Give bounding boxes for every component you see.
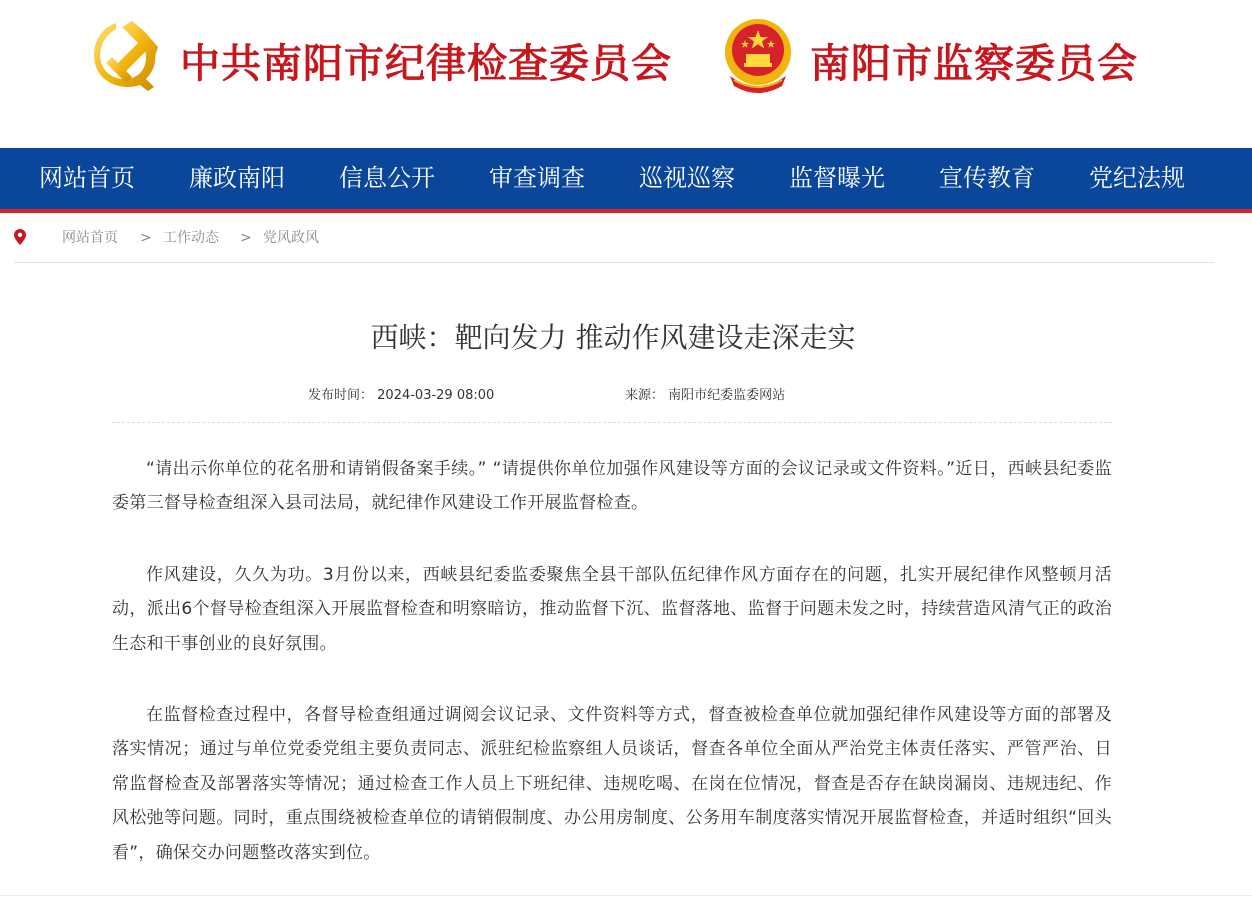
nav-item-info-disclosure[interactable]: 信息公开 [339, 164, 435, 192]
article-paragraph: “请出示你单位的花名册和请销假备案手续。” “请提供你单位加强作风建设等方面的会议记录或文件资料。”近日，西峡县纪委监委第三督导检查组深入县司法局，就纪律作风建设工作开展监督检查。 [112, 459, 1112, 514]
article-source [625, 384, 785, 403]
location-pin-icon [14, 229, 26, 245]
party-commission-title: 中共南阳市纪律检查委员会 [180, 40, 672, 87]
nav-item-home[interactable]: 网站首页 [39, 164, 135, 192]
main-nav [0, 148, 1252, 213]
bottom-divider [0, 895, 1252, 896]
publish-time-label: 发布时间： [308, 388, 374, 403]
national-emblem-icon [722, 16, 794, 94]
meta-divider [112, 422, 1112, 423]
nav-item-party-regulations[interactable]: 党纪法规 [1089, 164, 1185, 192]
breadcrumb-separator: > [140, 230, 152, 246]
source-value: 南阳市纪委监委网站 [668, 388, 786, 403]
nav-item-clean-nanyang[interactable]: 廉政南阳 [189, 164, 285, 192]
article-body [112, 452, 1112, 907]
site-header [0, 0, 1252, 148]
nav-item-investigation[interactable]: 审查调查 [489, 164, 585, 192]
party-emblem-icon [86, 17, 160, 93]
breadcrumb [14, 218, 1214, 263]
nav-item-inspection-tour[interactable]: 巡视巡察 [639, 164, 735, 192]
nav-item-publicity-education[interactable]: 宣传教育 [939, 164, 1035, 192]
breadcrumb-separator: > [240, 230, 252, 246]
source-label: 来源： [625, 388, 665, 403]
breadcrumb-home[interactable]: 网站首页 [62, 230, 118, 246]
supervisory-commission-title: 南阳市监察委员会 [810, 40, 1138, 87]
article-paragraph: 在监督检查过程中，各督导检查组通过调阅会议记录、文件资料等方式，督查被检查单位就加强纪律作风建设等方面的部署及落实情况；通过与单位党委党组主要负责同志、派驻纪检监察组人员谈话，督查各单位全面从严治党主体责任落实、严管严治、日常监督检查及部署落实等情况；通过检查工作人员上下班纪律、违规吃喝、在岗在位情况，督查是否存在缺岗漏岗、违规违纪、作风松弛等问题。同时，重点围绕被检查单位的请销假制度、办公用房制度、公务用车制度落实情况开展监督检查，并适时组织“回头看”，确保交办问题整改落实到位。 [112, 705, 1112, 863]
nav-item-supervision-exposure[interactable]: 监督曝光 [789, 164, 885, 192]
breadcrumb-party-style[interactable]: 党风政风 [263, 230, 319, 246]
publish-time-value: 2024-03-29 08:00 [377, 388, 495, 403]
article-title: 西峡：靶向发力 推动作风建设走深走实 [370, 321, 856, 354]
article-paragraph: 作风建设，久久为功。3月份以来，西峡县纪委监委聚焦全县干部队伍纪律作风方面存在的问题，扎实开展纪律作风整顿月活动，派出6个督导检查组深入开展监督检查和明察暗访，推动监督下沉、监督落地、监督于问题未发之时，持续营造风清气正的政治生态和干事创业的良好氛围。 [112, 564, 1112, 654]
breadcrumb-work-news[interactable]: 工作动态 [163, 230, 219, 246]
publish-time [308, 384, 494, 403]
